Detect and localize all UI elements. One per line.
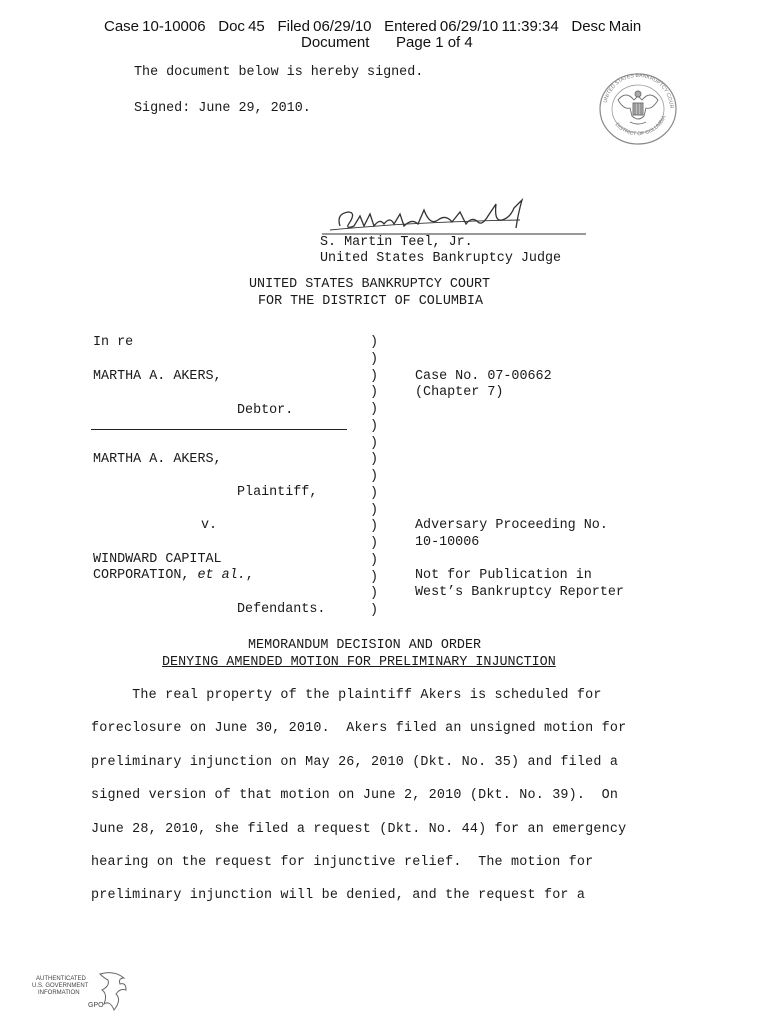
gpo-line1: AUTHENTICATED: [36, 976, 86, 982]
caption-paren: ): [370, 469, 379, 484]
court-name-line1: UNITED STATES BANKRUPTCY COURT: [249, 277, 491, 292]
adversary-proceeding-number: 10-10006: [415, 535, 480, 550]
case-number: Case No. 07-00662: [415, 369, 552, 384]
caption-paren: ): [370, 552, 379, 568]
gpo-eagle-icon: [96, 970, 130, 1014]
seal-top-text: UNITED STATES BANKRUPTCY COUR: [602, 72, 675, 109]
publication-note-line2: West’s Bankruptcy Reporter: [415, 585, 624, 600]
caption-paren: ): [370, 368, 379, 384]
caption-debtor-name: MARTHA A. AKERS,: [93, 369, 222, 384]
filing-header-page: Page 1 of 4: [396, 34, 473, 51]
document-title: MEMORANDUM DECISION AND ORDER: [248, 638, 482, 653]
gpo-line2: U.S. GOVERNMENT: [32, 983, 89, 989]
body-line: The real property of the plaintiff Akers is scheduled for: [91, 688, 602, 703]
court-name-line2: FOR THE DISTRICT OF COLUMBIA: [258, 294, 483, 309]
filing-header-document: Document: [301, 34, 370, 51]
signed-date-text: Signed: June 29, 2010.: [134, 101, 311, 116]
body-line: signed version of that motion on June 2, 2010 (Dkt. No. 39). On: [91, 788, 619, 804]
caption-divider: [91, 429, 347, 430]
caption-paren: ): [370, 418, 379, 434]
caption-plaintiff-name: MARTHA A. AKERS,: [93, 452, 222, 467]
caption-versus: v.: [201, 518, 218, 533]
caption-defendant-label: Defendants.: [237, 602, 326, 617]
caption-paren: ): [370, 402, 379, 417]
body-line: June 28, 2010, she filed a request (Dkt. No. 44) for an emergency: [91, 821, 627, 837]
caption-defendant-line1: WINDWARD CAPITAL: [93, 552, 222, 567]
gpo-line3: INFORMATION: [38, 990, 80, 996]
adversary-proceeding-label: Adversary Proceeding No.: [415, 518, 608, 533]
document-subtitle: DENYING AMENDED MOTION FOR PRELIMINARY INJUNCTION: [162, 655, 556, 670]
caption-paren: ): [370, 335, 379, 350]
caption-paren: ): [370, 536, 379, 551]
filing-header-line1: Case 10-10006 Doc 45 Filed 06/29/10 Entered 06/29/10 11:39:34 Desc Main: [104, 18, 642, 35]
caption-in-re: In re: [93, 335, 134, 350]
caption-paren: ): [370, 452, 379, 468]
caption-paren: ): [370, 519, 379, 535]
caption-paren: ): [370, 485, 379, 501]
signed-notice-text: The document below is hereby signed.: [134, 65, 424, 80]
case-chapter: (Chapter 7): [415, 385, 504, 400]
caption-paren: ): [370, 351, 379, 367]
body-line: preliminary injunction on May 26, 2010 (Dkt. No. 35) and filed a: [91, 754, 619, 770]
eagle-icon: [618, 91, 658, 124]
court-seal: [596, 70, 680, 148]
caption-debtor-label: Debtor.: [237, 403, 294, 418]
judge-title: United States Bankruptcy Judge: [320, 251, 562, 266]
gpo-authentication-logo: [30, 970, 130, 1018]
judge-signature: [320, 196, 590, 238]
publication-note-line1: Not for Publication in: [415, 568, 592, 583]
caption-paren: ): [370, 502, 379, 518]
caption-paren: ): [370, 603, 379, 618]
judge-name: S. Martin Teel, Jr.: [320, 235, 473, 250]
body-line: foreclosure on June 30, 2010. Akers filed an unsigned motion for: [91, 721, 627, 737]
caption-paren: ): [370, 586, 379, 602]
caption-plaintiff-label: Plaintiff,: [237, 485, 318, 500]
body-line: hearing on the request for injunctive relief. The motion for: [91, 855, 594, 870]
caption-paren: ): [370, 435, 379, 451]
caption-defendant-line2: CORPORATION, et al.,: [93, 568, 254, 583]
caption-paren: ): [370, 385, 379, 401]
caption-paren: ): [370, 569, 379, 585]
seal-bottom-text: DISTRICT OF COLUMBIA: [613, 114, 668, 138]
body-line: preliminary injunction will be denied, and the request for a: [91, 888, 586, 904]
gpo-line4: GPO: [88, 1002, 104, 1009]
